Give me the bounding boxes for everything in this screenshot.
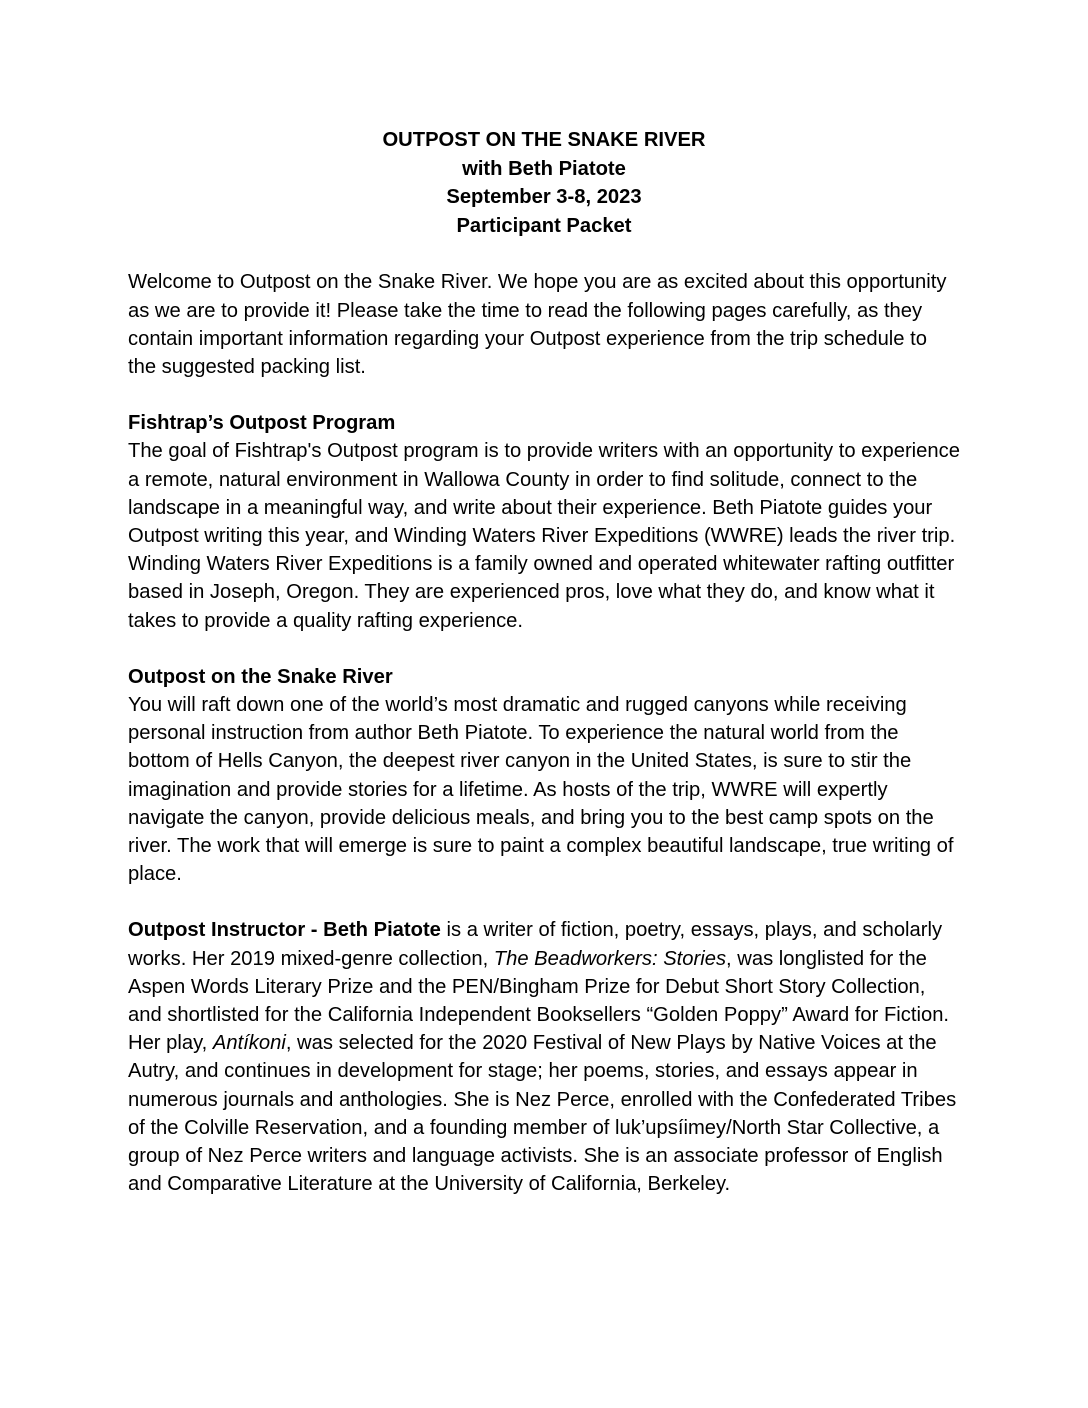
intro-paragraph: Welcome to Outpost on the Snake River. We hope you are as excited about this opportunity as we are to provide it! Please take the time to read the following pages carefully, as they contain important information regarding your Outpost experience from the trip schedule to the suggested packing list. (128, 271, 947, 378)
program-text: The goal of Fishtrap's Outpost program is to provide writers with an opportunity to experience a remote, natural environment in Wallowa County in order to find solitude, connect to the landscape in a meaningful way, and write about their experience. Beth Piatote guides your Outpost writing this year, and Winding Waters River Expeditions (WWRE) leads the river trip. Winding Waters River Expeditions is a family owned and operated whitewater rafting outfitter based in Joseph, Oregon. They are experienced pros, love what they do, and know what it takes to provide a quality rafting experience. (128, 440, 960, 632)
snake-river-section (128, 663, 960, 889)
document-title: OUTPOST ON THE SNAKE RIVER (382, 129, 706, 151)
play-title: Antíkoni (212, 1032, 286, 1055)
instructor-text-3: , was selected for the 2020 Festival of New Plays by Native Voices at the Autry, and continues in development for stage; her poems, stories, and essays appear in numerous journals and anthologies. She is Nez Perce, enrolled with the Confederated Tribes of the Colville Reservation, and a founding member of luk’upsíimey/North Star Collective, a group of Nez Perce writers and language activists. She is an associate professor of English and Comparative Literature at the University of California, Berkeley. (128, 1032, 957, 1196)
document-header (128, 126, 960, 240)
snake-river-heading: Outpost on the Snake River (128, 665, 393, 688)
instructor-text-1: is a writer of fiction, poetry, essays, plays, and scholarly works. Her 2019 mixed-genre collection, (128, 919, 943, 970)
instructor-line: with Beth Piatote (462, 157, 626, 180)
document-subtitle: Participant Packet (456, 214, 632, 237)
event-dates: September 3-8, 2023 (446, 186, 642, 209)
book-title: The Beadworkers: Stories (493, 947, 727, 970)
instructor-section (128, 916, 960, 1198)
instructor-text-2: , was longlisted for the Aspen Words Literary Prize and the PEN/Bingham Prize for Debut Short Story Collection, and shortlisted for the California Independent Booksellers “Golden Poppy” Award for Fiction. Her play, (128, 947, 950, 1055)
snake-river-text: You will raft down one of the world’s most dramatic and rugged canyons while receiving personal instruction from author Beth Piatote. To experience the natural world from the bottom of Hells Canyon, the deepest river canyon in the United States, is sure to stir the imagination and provide stories for a lifetime. As hosts of the trip, WWRE will expertly navigate the canyon, provide delicious meals, and bring you to the best camp spots on the river. The work that will emerge is sure to paint a complex beautiful landscape, true writing of place. (128, 694, 954, 886)
program-heading: Fishtrap’s Outpost Program (128, 412, 396, 435)
instructor-heading: Outpost Instructor - Beth Piatote (128, 919, 441, 942)
program-section (128, 409, 960, 635)
